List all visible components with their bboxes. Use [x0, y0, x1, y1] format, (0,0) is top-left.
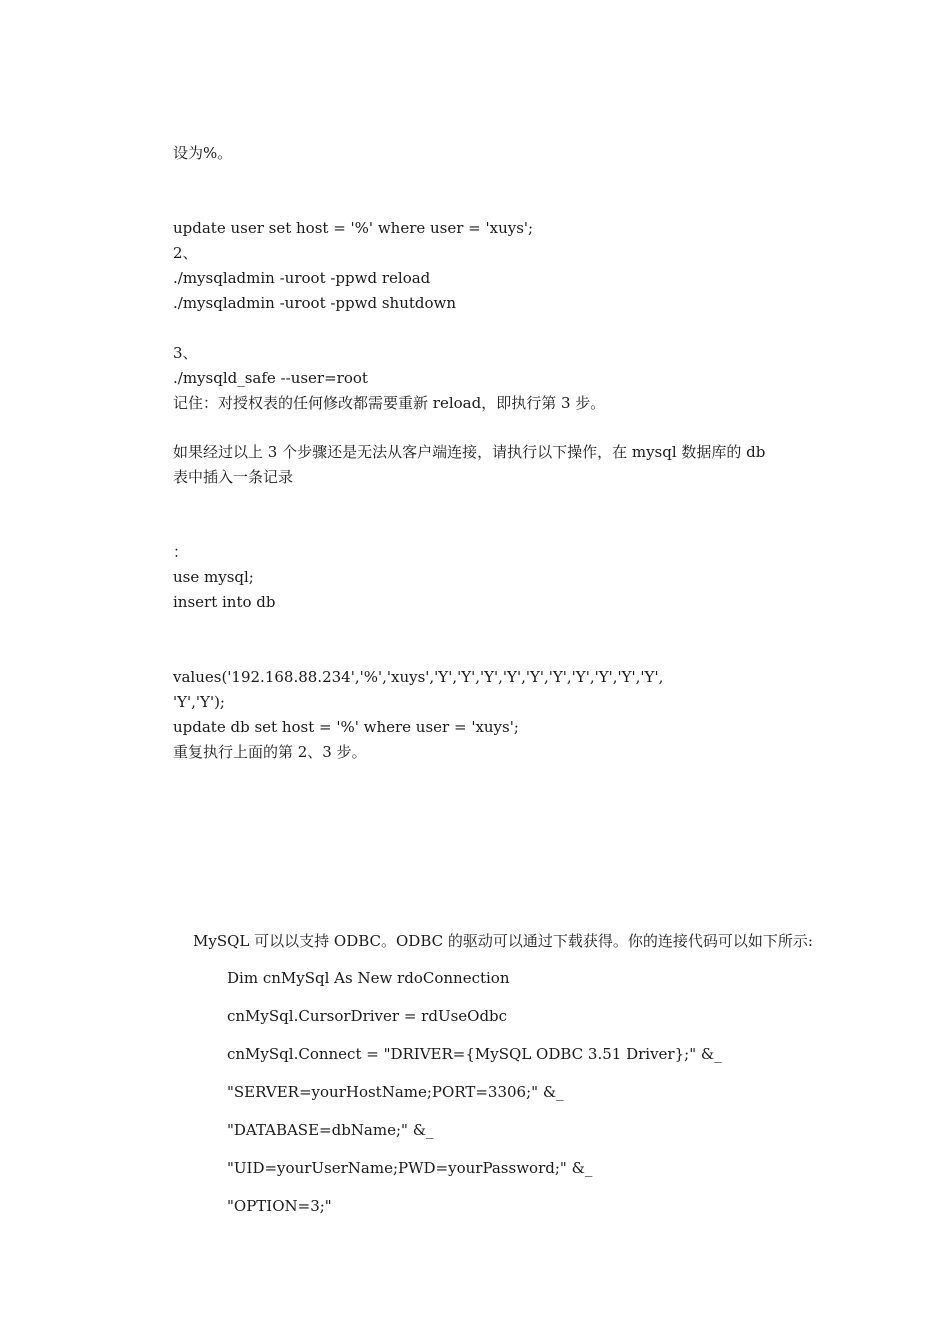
odbc-intro: MySQL 可以以支持 ODBC。ODBC 的驱动可以通过下载获得。你的连接代码可以如下所示: [193, 932, 813, 950]
code-line: "SERVER=yourHostName;PORT=3306;" &_ [227, 1083, 564, 1101]
text-line: 如果经过以上 3 个步骤还是无法从客户端连接，请执行以下操作，在 mysql 数据库的 db [173, 443, 766, 461]
step-number: 2、 [173, 244, 198, 262]
code-line: update db set host = '%' where user = 'xuys'; [173, 718, 519, 736]
code-line: update user set host = '%' where user = 'xuys'; [173, 219, 534, 237]
code-line: 'Y','Y'); [173, 693, 225, 711]
code-line: "DATABASE=dbName;" &_ [227, 1121, 434, 1139]
code-line: ./mysqld_safe --user=root [173, 369, 368, 387]
code-line: use mysql; [173, 568, 254, 586]
code-line: ./mysqladmin -uroot -ppwd reload [173, 269, 431, 287]
code-line: "OPTION=3;" [227, 1197, 332, 1215]
code-line: insert into db [173, 593, 276, 611]
text-line: 表中插入一条记录 [173, 468, 294, 486]
step-number: 3、 [173, 344, 198, 362]
code-line: "UID=yourUserName;PWD=yourPassword;" &_ [227, 1159, 593, 1177]
text-line: 设为%。 [173, 144, 233, 162]
code-line: Dim cnMySql As New rdoConnection [227, 969, 510, 987]
note-line: 记住：对授权表的任何修改都需要重新 reload，即执行第 3 步。 [173, 394, 606, 412]
code-line: ./mysqladmin -uroot -ppwd shutdown [173, 294, 457, 312]
code-line: values('192.168.88.234','%','xuys','Y','Y','Y','Y','Y','Y','Y','Y','Y','Y', [173, 668, 664, 686]
text-line: 重复执行上面的第 2、3 步。 [173, 743, 367, 761]
text-line: ： [173, 543, 189, 561]
code-line: cnMySql.CursorDriver = rdUseOdbc [227, 1007, 508, 1025]
code-line: cnMySql.Connect = "DRIVER={MySQL ODBC 3.51 Driver};" &_ [227, 1045, 722, 1063]
